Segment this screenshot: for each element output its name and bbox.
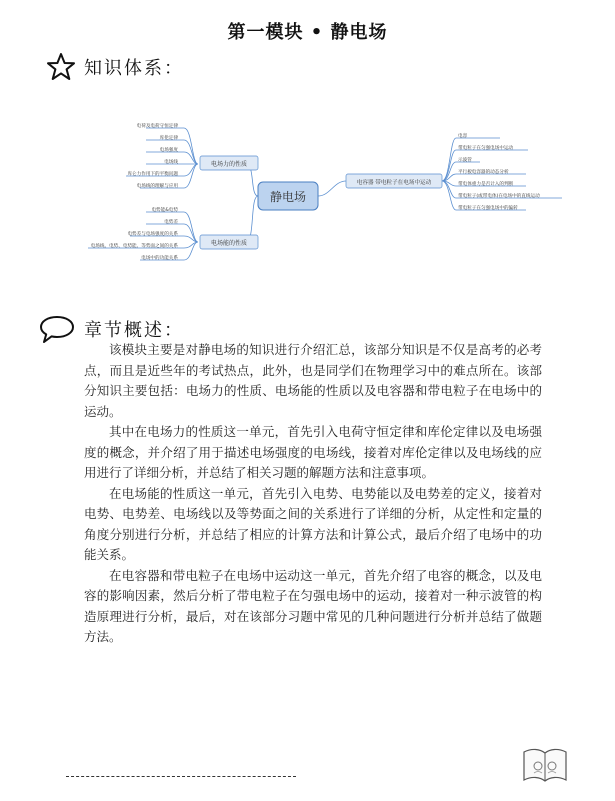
mindmap-branch-label: 电容器 带电粒子在电场中运动 (356, 180, 432, 186)
mindmap-leaf: 带电粒子在匀强电场中的偏转 (458, 206, 518, 211)
overview-paragraph: 在电场能的性质这一单元，首先引入电势、电势能以及电势差的定义，接着对电势、电势差、电场线以及等势面之间的关系进行了详细的分析，从定性和定量的角度分别进行分析，并总结了相应的计算方法和计算公式，最后介绍了电场中的功能关系。 (84, 485, 542, 562)
mindmap-leaf: 电势差 (164, 220, 178, 225)
mindmap-leaf: 平行板电容器的动态分析 (458, 170, 509, 175)
mindmap-leaf: 带电体重力是否计入的判断 (458, 182, 514, 187)
footer-divider (66, 776, 296, 777)
mindmap-center-label: 静电场 (269, 190, 307, 204)
mindmap-leaf: 库仑力作用下的平衡问题 (127, 172, 178, 177)
open-book-logo-icon (520, 744, 570, 784)
speech-bubble-icon (38, 314, 76, 344)
mindmap-leaf: 电容 (458, 134, 468, 139)
star-icon (46, 52, 76, 82)
mindmap-leaf: 电场中的功能关系 (141, 256, 178, 261)
knowledge-mindmap (80, 118, 570, 268)
mindmap-leaf: 库伦定律 (159, 136, 178, 141)
mindmap-leaf: 带电粒子(或带电体)在电场中的直线运动 (458, 194, 540, 199)
mindmap-leaf: 电场强度 (159, 148, 178, 153)
mindmap-leaf: 示波管 (458, 158, 472, 163)
page-title: 第一模块 • 静电场 (227, 22, 388, 43)
mindmap-leaf: 电势能&电势 (151, 208, 178, 213)
overview-paragraph: 该模块主要是对静电场的知识进行介绍汇总，该部分知识是不仅是高考的必考点，而且是近些年的考试热点，此外，也是同学们在物理学习中的难点所在。该部分知识主要包括：电场力的性质、电场能的性质以及电容器和带电粒子在电场中的运动。 (84, 342, 542, 419)
mindmap-branch-label: 电场力的性质 (210, 161, 248, 168)
mindmap-leaf: 电场线 (164, 160, 178, 165)
chapter-overview (84, 340, 542, 648)
mindmap-leaf: 电场线的理解与应用 (136, 184, 178, 189)
mindmap-branch-label: 电场能的性质 (210, 240, 248, 247)
overview-heading-text: 章节概述： (84, 320, 184, 341)
mindmap-leaf: 电荷及电荷守恒定律 (136, 124, 178, 129)
overview-paragraph: 其中在电场力的性质这一单元，首先引入电荷守恒定律和库伦定律以及电场强度的概念，并介绍了用于描述电场强度的电场线，接着对库伦定律以及电场线的应用进行了详细分析，并总结了相关习题的解题方法和注意事项。 (84, 424, 542, 480)
overview-paragraph: 在电容器和带电粒子在电场中运动这一单元，首先介绍了电容的概念，以及电容的影响因素，然后分析了带电粒子在匀强电场中的运动，接着对一种示波管的构造原理进行分析，最后，对在该部分习题中常见的几种问题进行分析并总结了做题方法。 (84, 567, 542, 644)
mindmap-leaf: 带电粒子在匀强电场中运动 (458, 146, 514, 151)
mindmap-leaf: 电场线、电势、电势能、等势面之间的关系 (90, 244, 178, 249)
knowledge-heading-text: 知识体系： (84, 58, 184, 79)
knowledge-system-heading (46, 52, 184, 82)
mindmap-leaf: 电势差与电场强度的关系 (127, 232, 178, 237)
